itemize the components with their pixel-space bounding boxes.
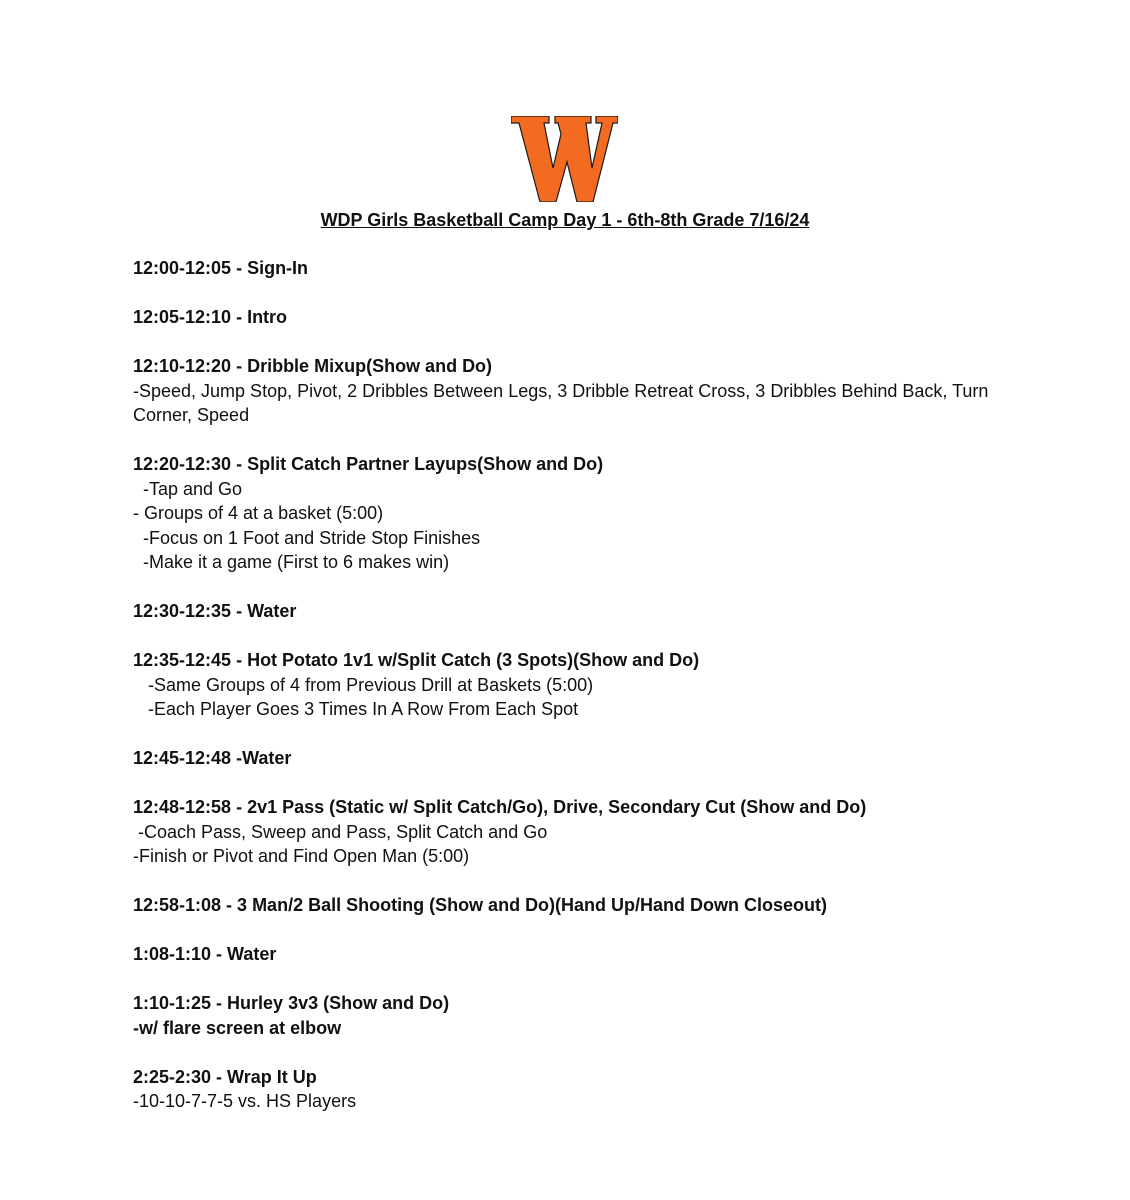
drill-detail-line: -Same Groups of 4 from Previous Drill at Baskets (5:00)	[133, 674, 594, 695]
schedule-item-water-3	[133, 942, 1033, 967]
drill-detail-line: -10-10-7-7-5 vs. HS Players	[133, 1091, 357, 1111]
schedule-item-sign-in	[133, 256, 1033, 281]
drill-detail-line: -Focus on 1 Foot and Stride Stop Finishes	[133, 527, 481, 548]
schedule-list	[133, 256, 1033, 1138]
page-title: WDP Girls Basketball Camp Day 1 - 6th-8th Grade 7/16/24	[320, 210, 810, 230]
schedule-item-dribble-mixup	[133, 354, 1033, 428]
schedule-item-heading: 12:10-12:20 - Dribble Mixup(Show and Do)	[133, 356, 493, 376]
schedule-item-heading: 12:30-12:35 - Water	[133, 601, 297, 621]
schedule-item-heading: 12:05-12:10 - Intro	[133, 307, 288, 327]
schedule-item-heading: 1:08-1:10 - Water	[133, 944, 277, 964]
schedule-item-heading: 12:45-12:48 -Water	[133, 748, 292, 768]
schedule-item-hurley-3v3	[133, 991, 1033, 1040]
schedule-item-heading: 12:20-12:30 - Split Catch Partner Layups(Show and Do)	[133, 454, 604, 474]
schedule-item-2v1-pass	[133, 795, 1033, 869]
drill-detail-line: -Tap and Go	[133, 478, 243, 499]
drill-detail-line: -Each Player Goes 3 Times In A Row From Each Spot	[133, 699, 579, 719]
schedule-item-heading: 12:48-12:58 - 2v1 Pass (Static w/ Split Catch/Go), Drive, Secondary Cut (Show and Do)	[133, 797, 867, 817]
schedule-item-heading: 12:35-12:45 - Hot Potato 1v1 w/Split Catch (3 Spots)(Show and Do)	[133, 650, 700, 670]
schedule-item-heading: 2:25-2:30 - Wrap It Up	[133, 1066, 317, 1087]
w-letter-logo-icon	[511, 116, 618, 202]
drill-detail-line: -w/ flare screen at elbow	[133, 1017, 342, 1038]
drill-detail-line: -Coach Pass, Sweep and Pass, Split Catch and Go	[133, 821, 548, 842]
drill-detail-line: - Groups of 4 at a basket (5:00)	[133, 503, 384, 523]
schedule-item-intro	[133, 305, 1033, 330]
schedule-item-shooting	[133, 893, 1033, 918]
schedule-item-wrap-up	[133, 1065, 1033, 1114]
schedule-item-water-1	[133, 599, 1033, 624]
schedule-item-hot-potato	[133, 648, 1033, 722]
drill-detail-line: -Finish or Pivot and Find Open Man (5:00)	[133, 846, 470, 866]
drill-detail-line: -Speed, Jump Stop, Pivot, 2 Dribbles Between Legs, 3 Dribble Retreat Cross, 3 Dribbles Behind Back, Turn Corner, Speed	[133, 380, 989, 425]
schedule-item-heading: 12:58-1:08 - 3 Man/2 Ball Shooting (Show and Do)(Hand Up/Hand Down Closeout)	[133, 895, 828, 915]
drill-detail-line: -Make it a game (First to 6 makes win)	[133, 552, 450, 572]
schedule-item-water-2	[133, 746, 1033, 771]
schedule-item-heading: 12:00-12:05 - Sign-In	[133, 258, 309, 278]
schedule-item-partner-layups	[133, 452, 1033, 575]
logo-w-shape	[511, 116, 618, 202]
schedule-item-heading: 1:10-1:25 - Hurley 3v3 (Show and Do)	[133, 993, 450, 1013]
